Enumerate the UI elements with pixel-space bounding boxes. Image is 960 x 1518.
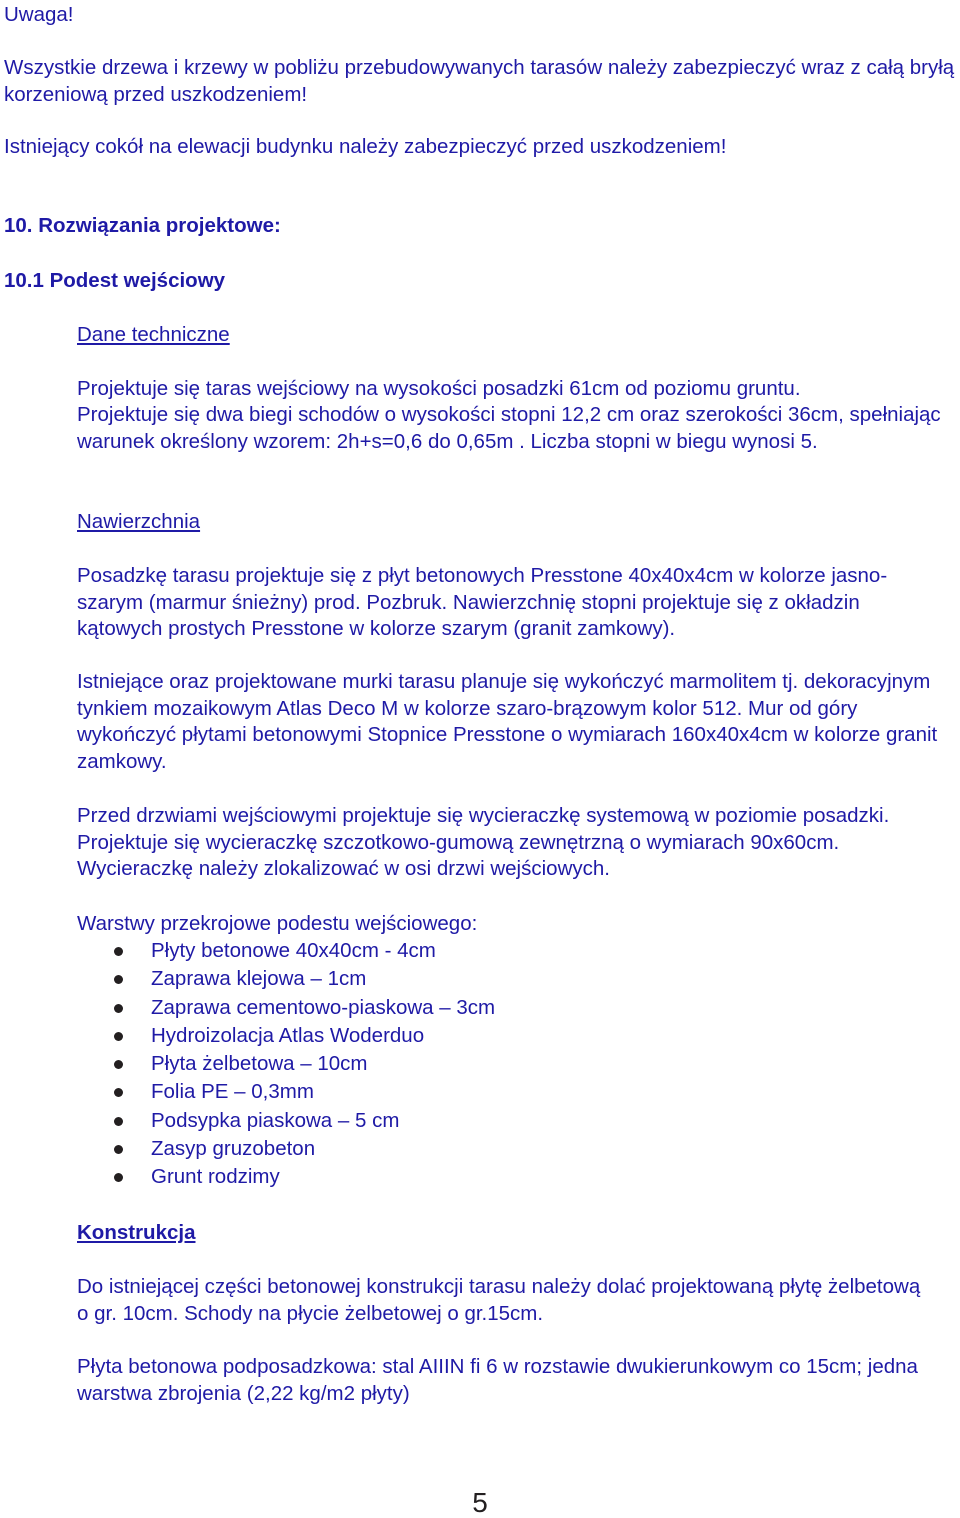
surface-para1: Posadzkę tarasu projektuje się z płyt betonowych Presstone 40x40x4cm w kolorze jasno-szarym (marmur śnieżny) prod. Pozbruk. Nawierzchnię stopni projektuje się z okładzin kątowych prostych Presstone w kolorze szarym (granit zamkowy).: [77, 564, 888, 640]
construction-para2: Płyta betonowa podposadzkowa: stal AIIIN fi 6 w rozstawie dwukierunkowym co 15cm; jedna warstwa zbrojenia (2,22 kg/m2 płyty): [77, 1355, 918, 1405]
warning-title: Uwaga!: [4, 3, 74, 26]
list-item: Hydroizolacja Atlas Woderduo: [77, 1022, 947, 1050]
page-number: 5: [472, 1487, 488, 1518]
warning-trees: Wszystkie drzewa i krzewy w pobliżu przebudowywanych tarasów należy zabezpieczyć wraz z całą bryłą korzeniową przed uszkodzeniem!: [4, 56, 955, 106]
layers-intro: Warstwy przekrojowe podestu wejściowego:: [77, 912, 478, 935]
construction-heading: Konstrukcja: [77, 1221, 196, 1244]
technical-heading: Dane techniczne: [77, 323, 230, 346]
surface-heading: Nawierzchnia: [77, 510, 201, 533]
list-item: Folia PE – 0,3mm: [77, 1078, 947, 1106]
section-heading: 10. Rozwiązania projektowe:: [4, 214, 281, 237]
list-item: Płyta żelbetowa – 10cm: [77, 1050, 947, 1078]
list-item: Grunt rodzimy: [77, 1163, 947, 1191]
warning-plinth: Istniejący cokół na elewacji budynku należy zabezpieczyć przed uszkodzeniem!: [4, 135, 727, 158]
section-subheading: 10.1 Podest wejściowy: [4, 269, 226, 292]
list-item: Zasyp gruzobeton: [77, 1135, 947, 1163]
list-item: Płyty betonowe 40x40cm - 4cm: [77, 937, 947, 965]
surface-para3: Przed drzwiami wejściowymi projektuje się wycieraczkę systemową w poziomie posadzki. Projektuje się wycieraczkę szczotkowo-gumową zewnętrzną o wymiarach 90x60cm. Wycieraczkę należy zlokalizować w osi drzwi wejściowych.: [77, 804, 890, 880]
technical-line2: Projektuje się dwa biegi schodów o wysokości stopni 12,2 cm oraz szerokości 36cm, spełniając warunek określony wzorem: 2h+s=0,6 do 0,65m . Liczba stopni w biegu wynosi 5.: [77, 403, 941, 453]
list-item: Zaprawa klejowa – 1cm: [77, 965, 947, 993]
list-item: Zaprawa cementowo-piaskowa – 3cm: [77, 994, 947, 1022]
surface-para2: Istniejące oraz projektowane murki tarasu planuje się wykończyć marmolitem tj. dekoracyjnym tynkiem mozaikowym Atlas Deco M w kolorze szaro-brązowym kolor 512. Mur od góry wykończyć płytami betonowymi Stopnice Presstone o wymiarach 160x40x4cm w kolorze granit zamkowy.: [77, 670, 938, 773]
technical-line1: Projektuje się taras wejściowy na wysokości posadzki 61cm od poziomu gruntu.: [77, 377, 801, 400]
layers-list-wrap: [77, 937, 947, 1192]
layers-list: [77, 937, 947, 1192]
list-item: Podsypka piaskowa – 5 cm: [77, 1107, 947, 1135]
construction-para1: Do istniejącej części betonowej konstrukcji tarasu należy dolać projektowaną płytę żelbetową o gr. 10cm. Schody na płycie żelbetowej o gr.15cm.: [77, 1275, 921, 1325]
